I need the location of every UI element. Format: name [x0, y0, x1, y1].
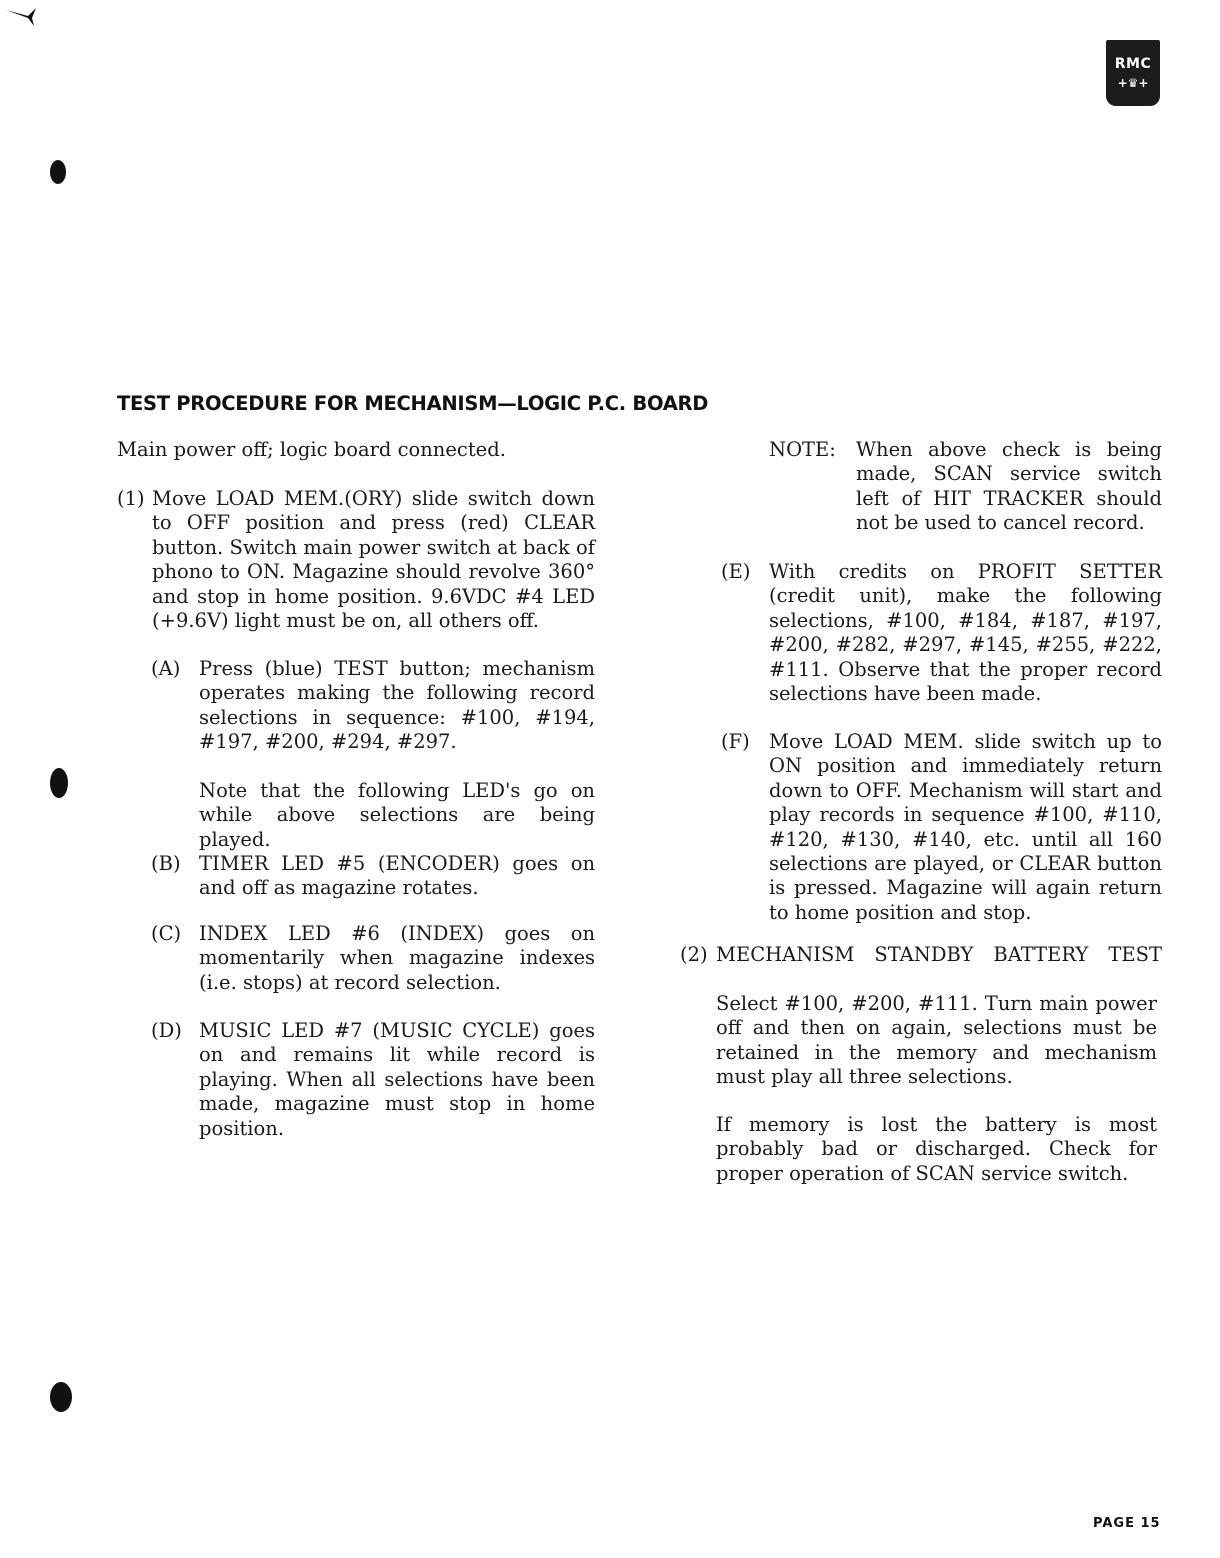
- substep-d-label: (D): [151, 1019, 182, 1042]
- step1-text: Move LOAD MEM.(ORY) slide switch down to OFF position and press (red) CLEAR button. Switch main power switch at back of phono to ON. Magazine should revolve 360° and stop in home position. 9.6VDC #4 LED (+9.6V) light must be on, all others off.: [152, 487, 595, 633]
- page-number: PAGE 15: [1093, 1516, 1161, 1531]
- binder-hole-top: [50, 160, 66, 184]
- substep-a-label: (A): [151, 657, 181, 680]
- logo-crown-icon: +♛+: [1117, 76, 1149, 90]
- scan-mark-arrow: [6, 6, 36, 28]
- binder-hole-middle: [50, 768, 68, 798]
- substep-c-label: (C): [151, 922, 182, 945]
- substep-b-label: (B): [151, 852, 181, 875]
- intro-text: Main power off; logic board connected.: [117, 438, 506, 461]
- substep-e-label: (E): [721, 560, 751, 583]
- page-title: TEST PROCEDURE FOR MECHANISM—LOGIC P.C. BOARD: [117, 392, 709, 415]
- logo-text: RMC: [1114, 56, 1152, 72]
- step1-label: (1): [117, 487, 145, 510]
- note-text: When above check is being made, SCAN service switch left of HIT TRACKER should not be used to cancel record.: [856, 438, 1162, 535]
- substep-b-text: TIMER LED #5 (ENCODER) goes on and off as magazine rotates.: [199, 852, 595, 900]
- substep-e-text: With credits on PROFIT SETTER (credit unit), make the following selections, #100, #184, #187, #197, #200, #282, #297, #145, #255, #222, #111. Observe that the proper record selections have been made.: [769, 560, 1162, 706]
- substep-f-label: (F): [721, 730, 750, 753]
- substep-a-note: Note that the following LED's go on while above selections are being played.: [199, 779, 595, 851]
- step2-label: (2): [680, 943, 708, 966]
- substep-d-text: MUSIC LED #7 (MUSIC CYCLE) goes on and remains lit while record is playing. When all selections have been made, magazine must stop in home position.: [199, 1019, 595, 1140]
- binder-hole-bottom: [50, 1382, 72, 1412]
- substep-c-text: INDEX LED #6 (INDEX) goes on momentarily when magazine indexes (i.e. stops) at record selection.: [199, 922, 595, 994]
- step2-paragraph-1: Select #100, #200, #111. Turn main power off and then on again, selections must be retained in the memory and mechanism must play all three selections.: [716, 992, 1157, 1089]
- substep-a-text: Press (blue) TEST button; mechanism operates making the following record selections in sequence: #100, #194, #197, #200, #294, #297.: [199, 657, 595, 754]
- substep-f-text: Move LOAD MEM. slide switch up to ON position and immediately return down to OFF. Mechanism will start and play records in sequence #100, #110, #120, #130, #140, etc. until all 160 selections are played, or CLEAR button is pressed. Magazine will again return to home position and stop.: [769, 730, 1162, 924]
- step2-title: MECHANISM STANDBY BATTERY TEST: [716, 943, 1162, 966]
- rmc-logo: [1106, 40, 1160, 106]
- step2-paragraph-2: If memory is lost the battery is most probably bad or discharged. Check for proper operation of SCAN service switch.: [716, 1113, 1157, 1185]
- note-label: NOTE:: [769, 438, 836, 461]
